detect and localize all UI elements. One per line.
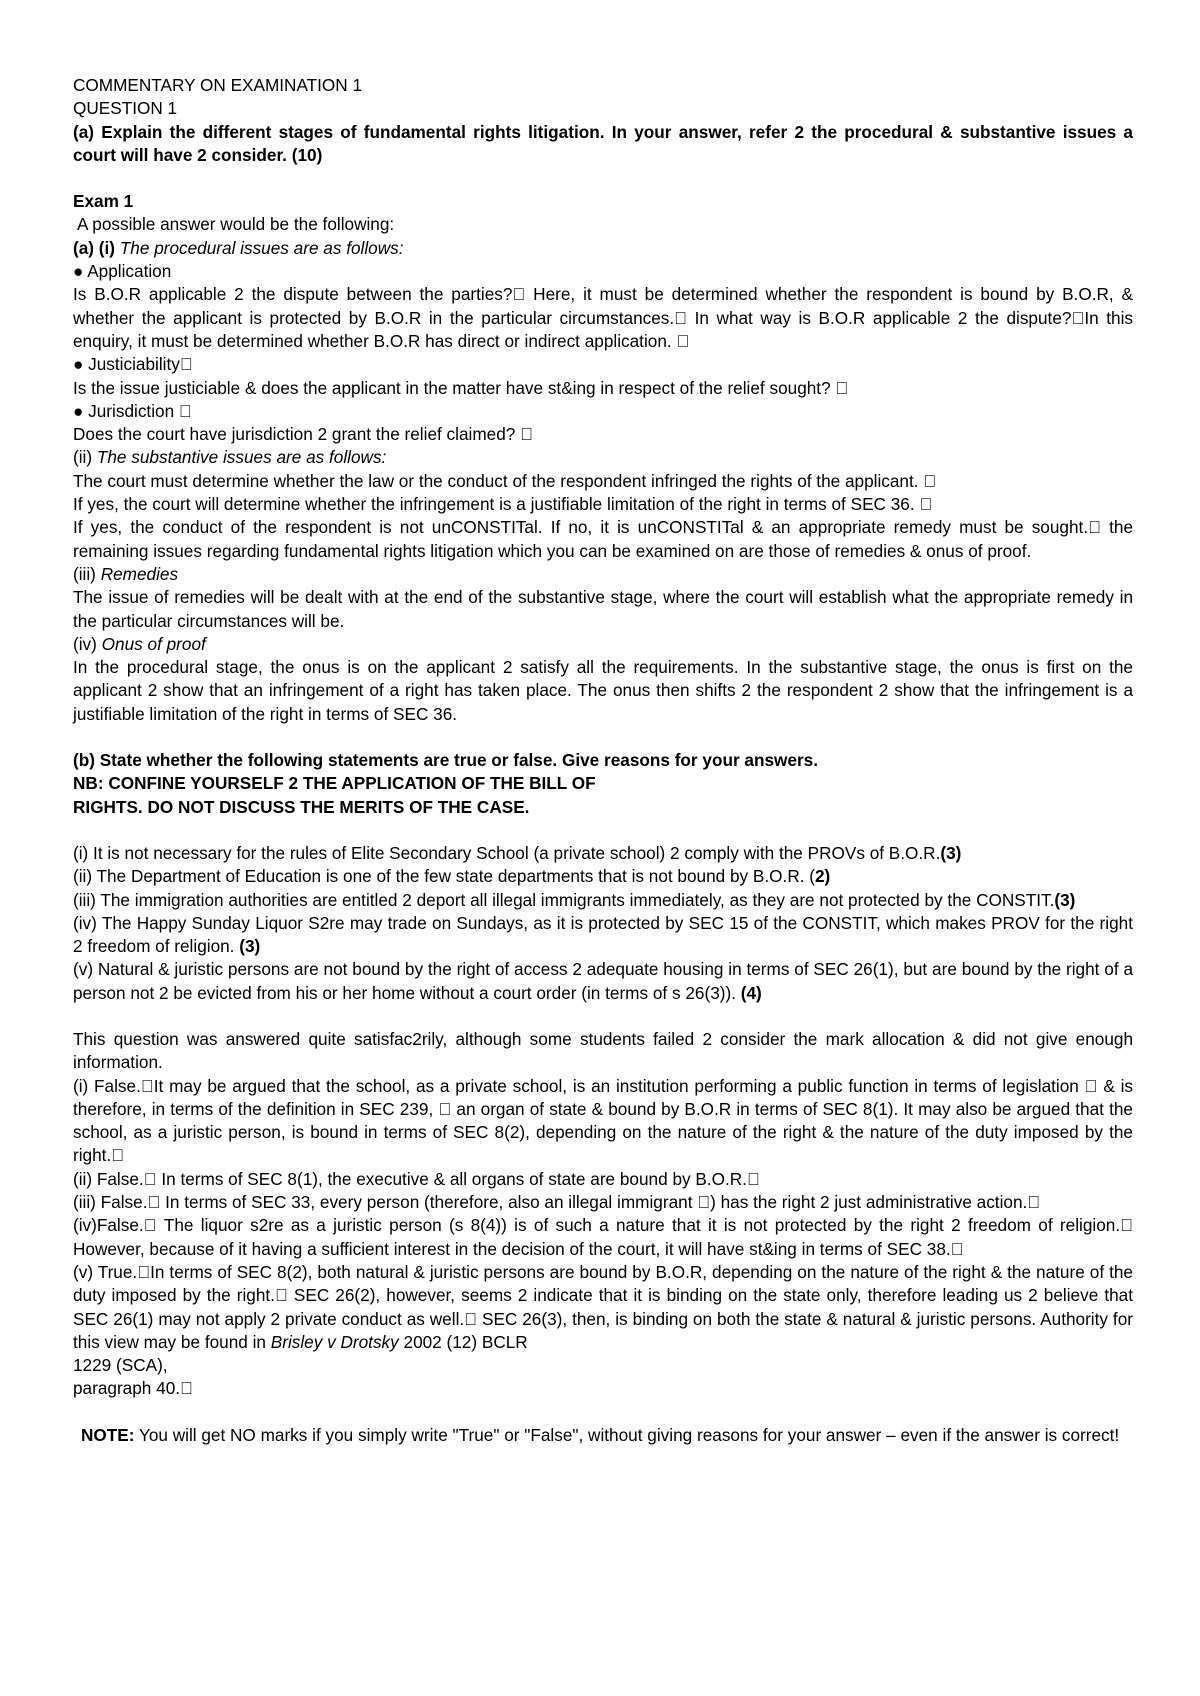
document-page: [73, 74, 1133, 1447]
part-b-instruction: (b) State whether the following statements are true or false. Give reasons for your answers.: [73, 750, 818, 771]
application-text: Is B.O.R applicable 2 the dispute between the parties? Here, it must be determined whether the respondent is bound by B.O.R, & whether the applicant is protected by B.O.R in the particular circumstances. In what way is B.O.R applicable 2 the dispute? In this enquiry, it must be determined whether B.O.R has direct or indirect application.: [73, 284, 1133, 351]
note-text: You will get NO marks if you simply write "True" or "False", without giving reasons for your answer – even if the answer is correct!: [134, 1424, 1120, 1445]
statement-text: (iv) The Happy Sunday Liquor S2re may trade on Sundays, as it is protected by SEC 15 of the CONSTIT, which makes PROV for the right 2 freedom of religion.: [73, 912, 1133, 957]
part-a-i-heading: [73, 237, 1133, 260]
statement-marks: 2): [815, 866, 831, 887]
answer-ii: (ii) False. In terms of SEC 8(1), the executive & all organs of state are bound by B.O.R.: [73, 1168, 735, 1189]
answer-v: [73, 1261, 1133, 1354]
exam-intro: A possible answer would be the following:: [77, 214, 395, 235]
part-a-iv-prefix: (iv): [73, 633, 97, 654]
statement-text: (i) It is not necessary for the rules of Elite Secondary School (a private school) 2 comply with the PROVs of B.O.R.: [73, 842, 941, 863]
answer-v-case-name: Brisley v Drotsky: [239, 1331, 368, 1352]
statement-marks: (4): [740, 982, 762, 1003]
statement-marks: (3): [1054, 889, 1076, 910]
part-a-i-prefix: (a) (i): [73, 237, 116, 258]
exam-heading: Exam 1: [73, 191, 134, 212]
nb-line-1: NB: CONFINE YOURSELF 2 THE APPLICATION OF THE BILL OF: [73, 773, 596, 794]
part-a-ii-heading: [73, 446, 1133, 469]
answer-v-citation-2: 1229 (SCA),: [73, 1355, 168, 1376]
statement-i: [73, 842, 1133, 865]
remedies-text: The issue of remedies will be dealt with at the end of the substantive stage, where the court will establish what the appropriate remedy in the particular circumstances will be.: [73, 587, 1133, 631]
statement-marks: (3): [940, 842, 962, 863]
answer-v-paragraph: paragraph 40.: [73, 1378, 181, 1399]
part-a-iii-prefix: (iii): [73, 563, 96, 584]
onus-text: In the procedural stage, the onus is on the applicant 2 satisfy all the requirements. In the substantive stage, the onus is first on the applicant 2 show that an infringement of a right has taken place. The onus then shifts 2 the respondent 2 show that the infringement is a justifiable limitation of the right in terms of SEC 36.: [73, 657, 1133, 724]
statement-iii: [73, 889, 1133, 912]
part-a-iv-heading: [73, 633, 1133, 656]
jurisdiction-label: ● Jurisdiction: [73, 400, 175, 421]
answer-iv: (iv)False. The liquor s2re as a juristic person (s 8(4)) is of such a nature that it is not protected by the right 2 freedom of religion. However, because of it having a sufficient interest in the decision of the court, it will have st&ing in terms of SEC 38.: [73, 1215, 1133, 1259]
part-a-ii-prefix: (ii): [73, 447, 93, 468]
question-heading: QUESTION 1: [73, 98, 178, 119]
note: [73, 1424, 1133, 1447]
note-label: NOTE:: [81, 1424, 135, 1445]
nb-line-2: RIGHTS. DO NOT DISCUSS THE MERITS OF THE CASE.: [73, 796, 530, 817]
part-a-iii-label: Remedies: [100, 563, 179, 584]
commentary-intro: This question was answered quite satisfac2rily, although some students failed 2 consider the mark allocation & did not give enough information.: [73, 1028, 1133, 1073]
question-a: (a) Explain the different stages of fundamental rights litigation. In your answer, refer 2 the procedural & substantive issues a court will have 2 consider. (10): [73, 121, 1133, 165]
substantive-point-1: The court must determine whether the law or the conduct of the respondent infringed the rights of the applicant.: [73, 470, 919, 491]
statement-iv: [73, 912, 1133, 959]
document-title: COMMENTARY ON EXAMINATION 1: [73, 75, 363, 95]
statement-text: (v) Natural & juristic persons are not bound by the right of access 2 adequate housing in terms of SEC 26(1), but are bound by the right of a person not 2 be evicted from his or her home without a court order (in terms of s 26(3)).: [73, 959, 1133, 1003]
part-a-ii-label: The substantive issues are as follows:: [96, 447, 387, 468]
jurisdiction-text: Does the court have jurisdiction 2 grant the relief claimed?: [73, 424, 516, 445]
statement-v: [73, 958, 1133, 1005]
statement-ii: [73, 865, 1133, 888]
answer-i: (i) False. It may be argued that the school, as a private school, is an institution performing a public function in terms of legislation & is therefore, in terms of the definition in SEC 239, an organ of state & bound by B.O.R in terms of SEC 8(1). It may also be argued that the school, as a juristic person, is bound in terms of SEC 8(2), depending on the nature of the right & the nature of the duty imposed by the right.: [73, 1075, 1133, 1166]
justiciability-text: Is the issue justiciable & does the applicant in the matter have st&ing in respect of the relief sought?: [73, 377, 831, 398]
justiciability-label: ● Justiciability: [73, 354, 180, 375]
statement-text: (iii) The immigration authorities are entitled 2 deport all illegal immigrants immediately, as they are not protected by the CONSTIT.: [73, 889, 1055, 910]
statement-text: (ii) The Department of Education is one of the few state departments that is not bound by B.O.R. (: [73, 866, 815, 887]
part-a-iii-heading: [73, 563, 1133, 586]
statement-marks: (3): [239, 936, 261, 957]
answer-v-citation: 2002 (12) BCLR: [367, 1331, 497, 1352]
substantive-point-2: If yes, the court will determine whether the infringement is a justifiable limitation of the right in terms of SEC 36.: [73, 494, 915, 515]
application-label: ● Application: [73, 261, 172, 282]
answer-v-text: (v) True. In terms of SEC 8(2), both natural & juristic persons are bound by B.O.R, depending on the nature of the right & the nature of the duty imposed by the right. SEC 26(2), however, seems 2 indicate that it is binding on the state only, therefore leading us 2 believe that SEC 26(1) may not apply 2 private conduct as well. SEC 26(3), then, is binding on both the state & natural & juristic persons. Authority for this view may be found in: [73, 1261, 1133, 1352]
substantive-point-3: If yes, the conduct of the respondent is not unCONSTITal. If no, it is unCONSTITal & an appropriate remedy must be sought. the remaining issues regarding fundamental rights litigation which you can be examined on are those of remedies & onus of proof.: [73, 517, 1133, 561]
part-a-iv-label: Onus of proof: [101, 633, 206, 654]
answer-iii: (iii) False. In terms of SEC 33, every person (therefore, also an illegal immigrant ) has the right 2 just administrative action.: [73, 1192, 1002, 1213]
part-a-i-label: The procedural issues are as follows:: [119, 237, 404, 258]
